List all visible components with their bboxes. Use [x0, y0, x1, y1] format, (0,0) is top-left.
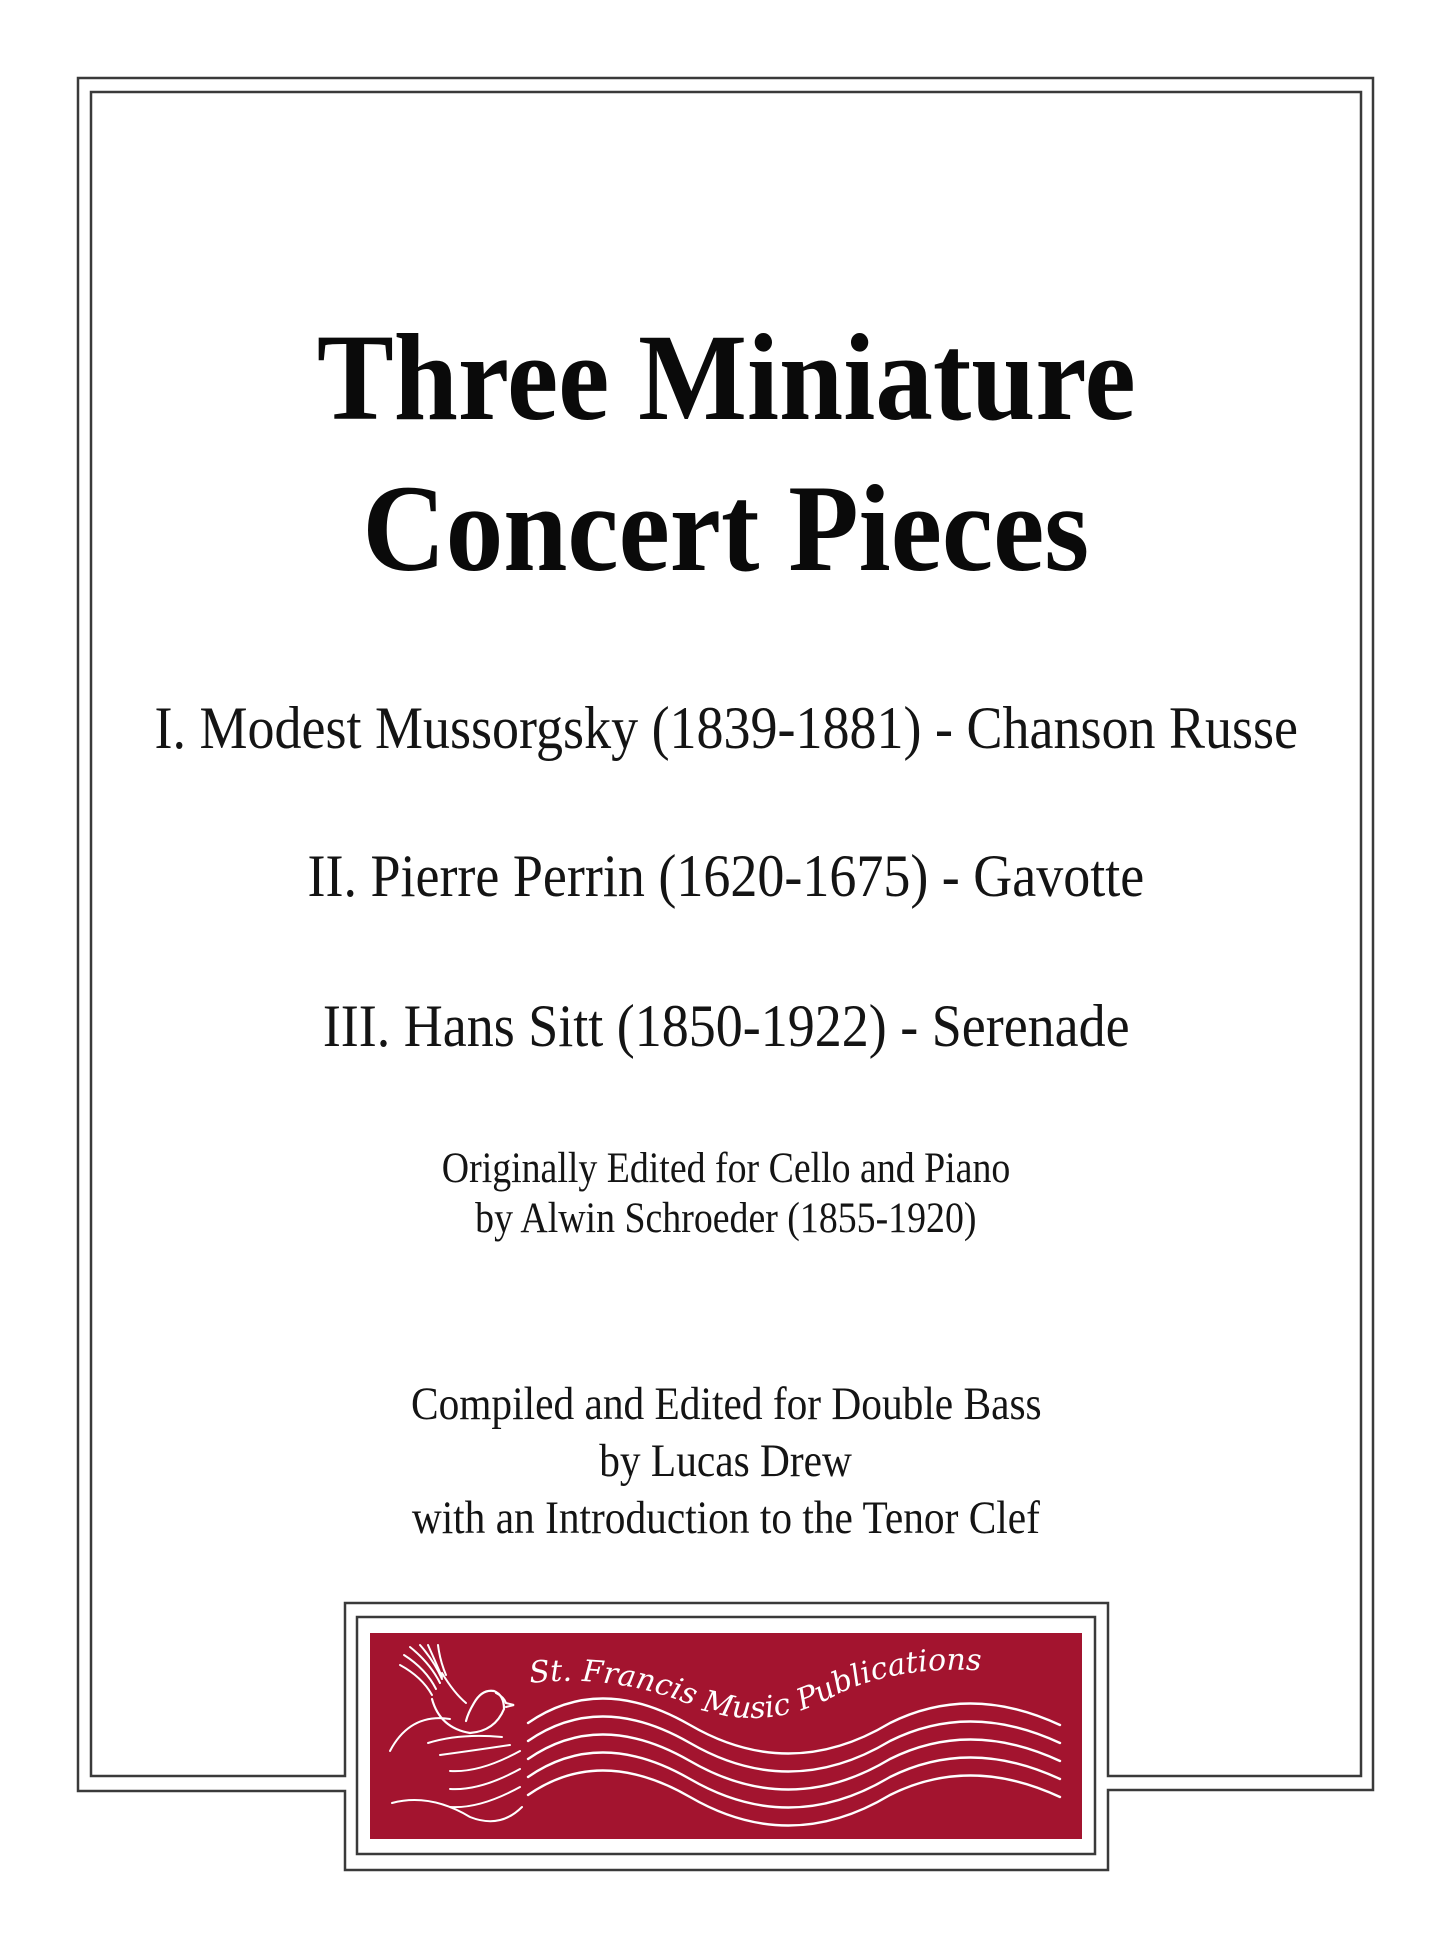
publisher-logo	[370, 1633, 1082, 1839]
title-text: Concert Pieces	[362, 460, 1090, 597]
compilation-text: with an Introduction to the Tenor Clef	[411, 1492, 1041, 1544]
publisher-name: St. Francis Music Publications	[527, 1642, 983, 1727]
dove-with-music-staff-icon	[370, 1633, 1082, 1839]
title-text: Three Miniature	[316, 309, 1136, 446]
piece-2	[90, 843, 1362, 909]
compilation-line-2	[90, 1435, 1362, 1487]
compilation-line-1	[90, 1378, 1362, 1430]
piece-text: I. Modest Mussorgsky (1839-1881) - Chanson Russe	[154, 695, 1298, 761]
compilation-text: by Lucas Drew	[599, 1435, 853, 1487]
title-line-1	[90, 309, 1362, 446]
original-edition-line-1	[90, 1147, 1362, 1190]
credit-text: Originally Edited for Cello and Piano	[441, 1145, 1011, 1192]
piece-text: II. Pierre Perrin (1620-1675) - Gavotte	[307, 843, 1145, 909]
piece-1	[90, 695, 1362, 761]
original-edition-line-2	[90, 1197, 1362, 1240]
title-line-2	[90, 460, 1362, 597]
compilation-line-3	[90, 1492, 1362, 1544]
piece-3	[90, 993, 1362, 1059]
compilation-text: Compiled and Edited for Double Bass	[410, 1378, 1042, 1430]
piece-text: III. Hans Sitt (1850-1922) - Serenade	[322, 993, 1130, 1059]
credit-text: by Alwin Schroeder (1855-1920)	[475, 1195, 977, 1242]
